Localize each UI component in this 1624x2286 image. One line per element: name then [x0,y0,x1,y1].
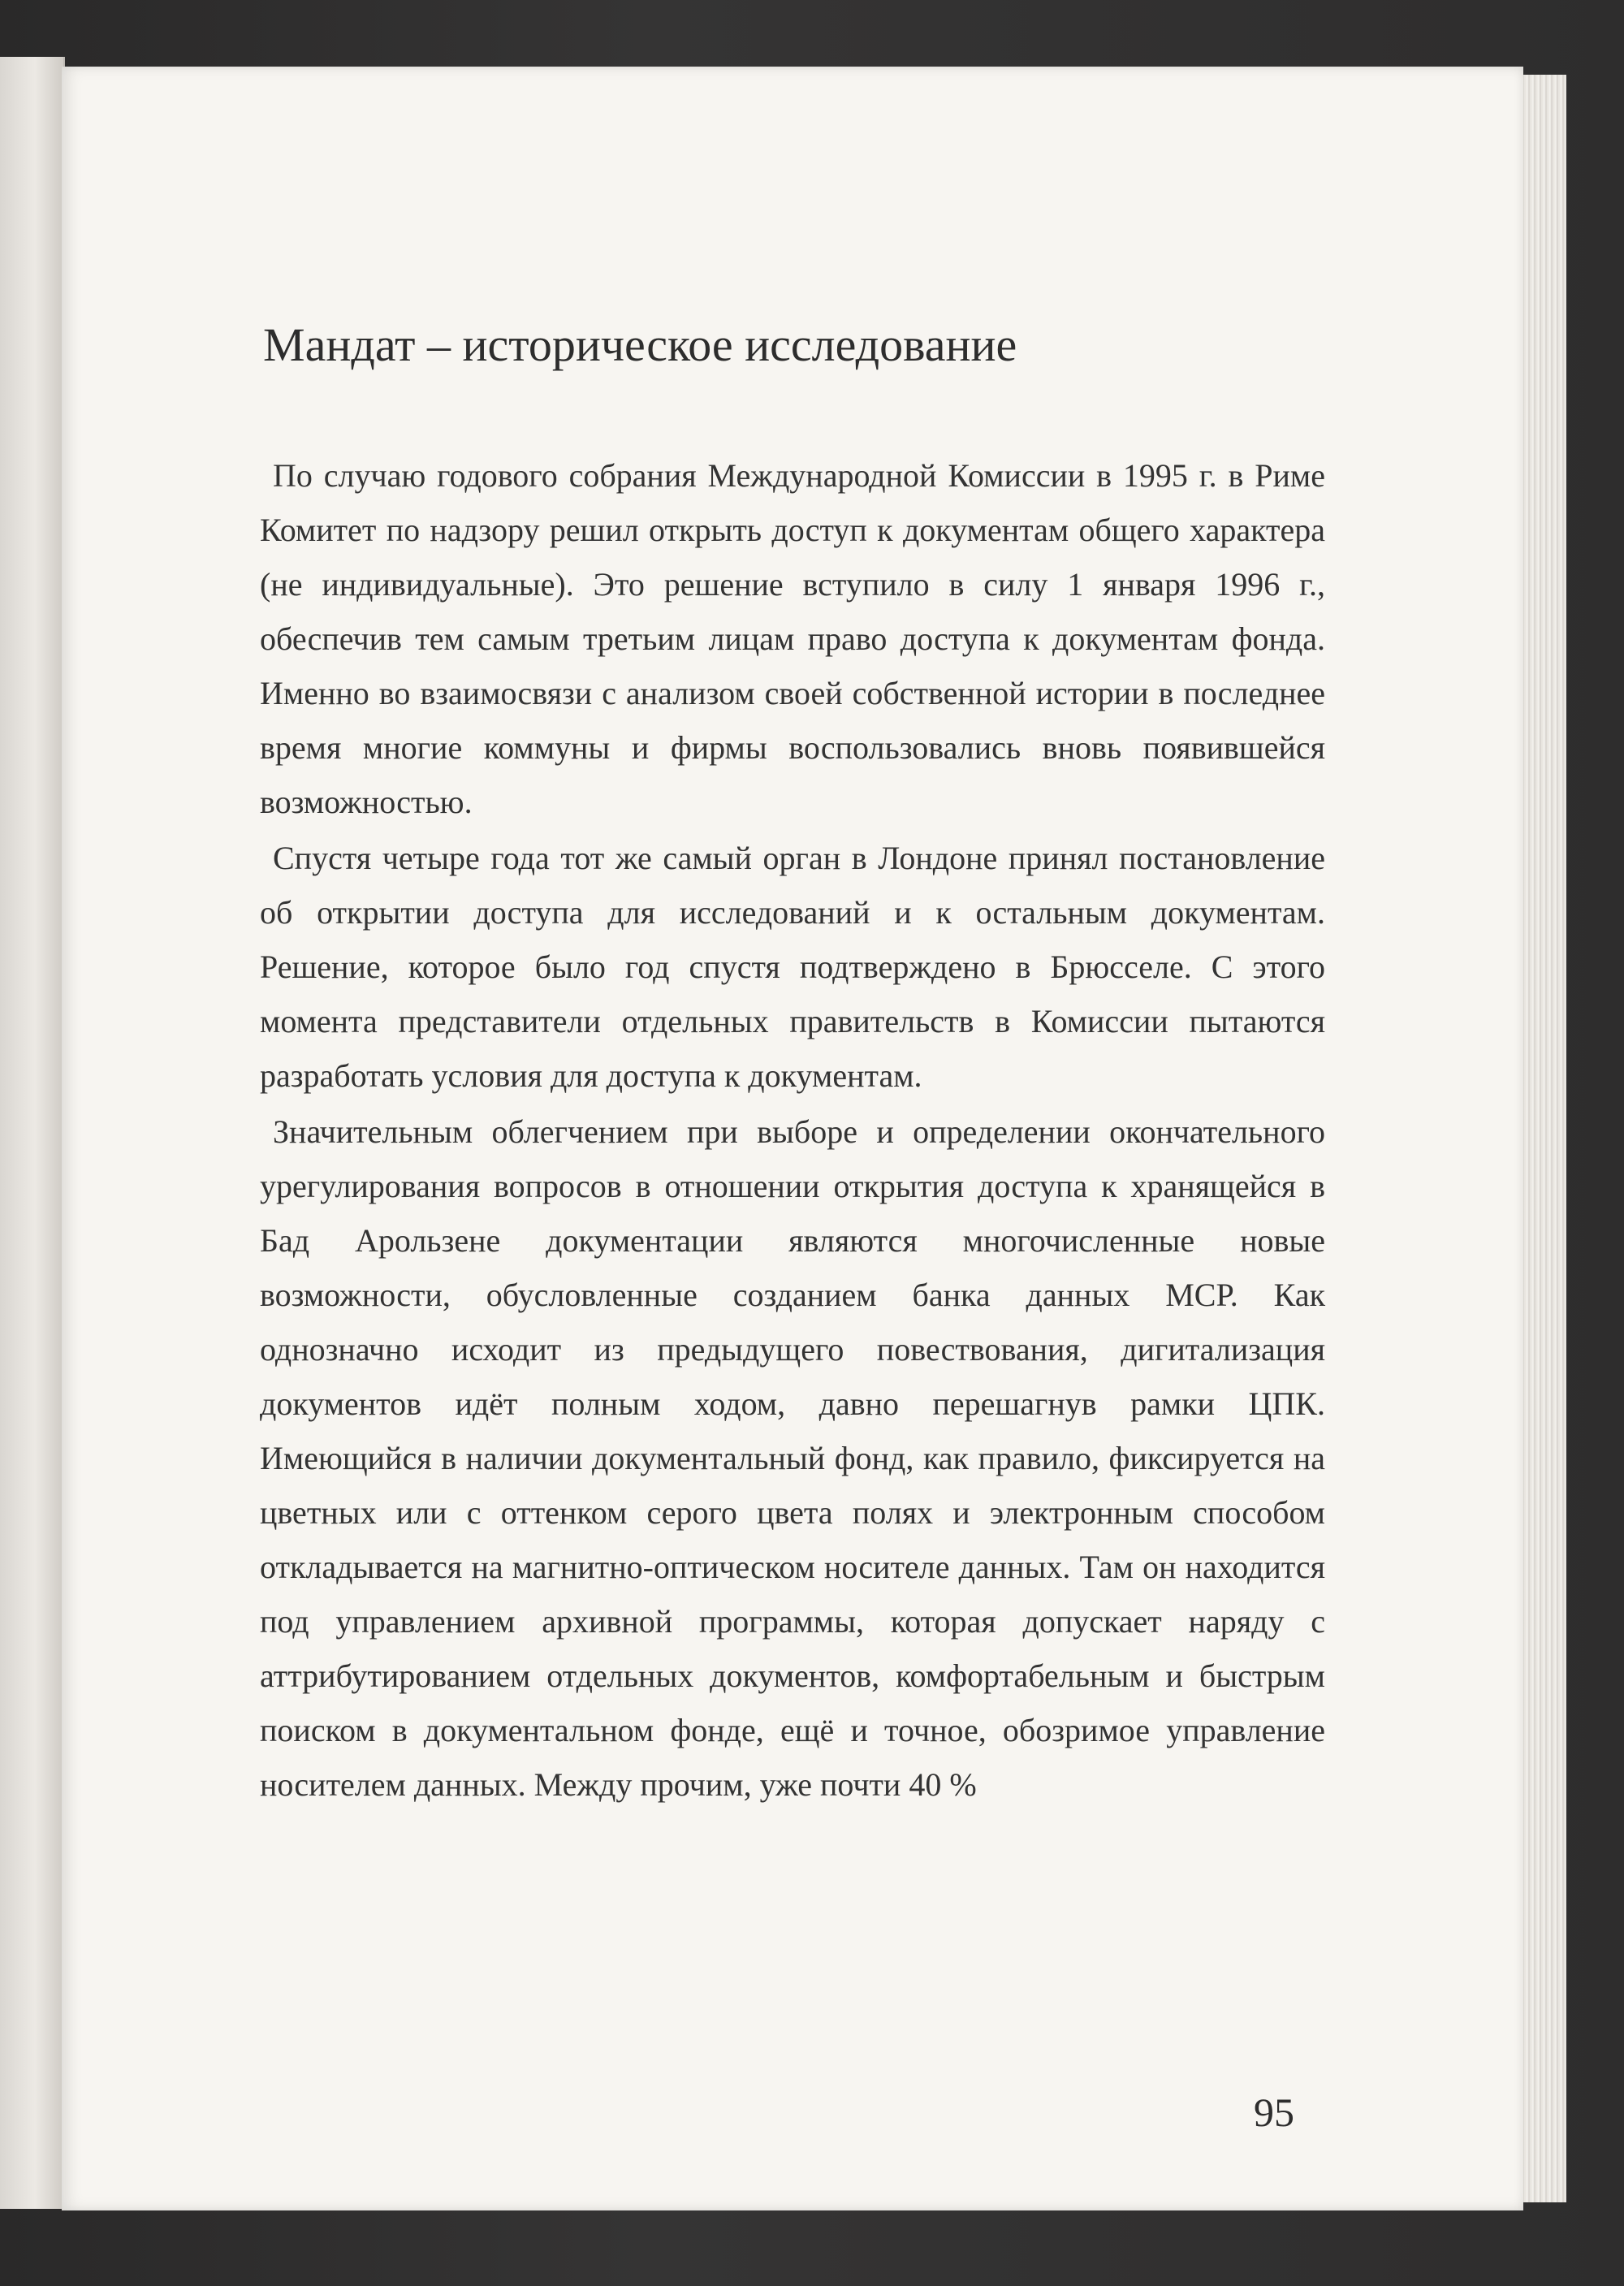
paragraph-2: Спустя четыре года тот же самый орган в Лондоне принял постановление об открытии доступа для исследований и к остальным документам. Решение, которое было год спустя подтверждено в Брюсселе. С этого момента представители отдельных правительств в Комиссии пытаются разработать условия для доступа к документам. [260,840,1325,1094]
paragraph-1: По случаю годового собрания Международной Комиссии в 1995 г. в Риме Комитет по надзору решил открыть доступ к документам общего характера (не индивидуальные). Это решение вступило в силу 1 января 1996 г., обеспечив тем самым третьим лицам право доступа к документам фонда. Именно во взаимосвязи с анализом своей собственной истории в последнее время многие коммуны и фирмы воспользовались вновь появившейся возможностью. [260,457,1325,820]
page-number: 95 [1254,2089,1294,2135]
book-page [62,67,1523,2210]
page-stack-edge [1518,75,1566,2202]
paragraph-3: Значительным облегчением при выборе и определении окончательного урегулирования вопросов в отношении открытия доступа к хранящейся в Бад Арользене документации являются многочисленные новые возможности, обусловленные созданием банка данных МСР. Как однозначно исходит из предыдущего повествования, дигитализация документов идёт полным ходом, давно перешагнув рамки ЦПК. Имеющийся в наличии документальный фонд, как правило, фиксируется на цветных или с оттенком серого цвета полях и электронным способом откладывается на магнитно-оптическом носителе данных. Там он находится под управлением архивной программы, которая допускает наряду с аттрибутированием отдельных документов, комфортабельным и быстрым поиском в документальном фонде, ещё и точное, обозримое управление носителем данных. Между прочим, уже почти 40 % [260,1113,1325,1803]
body-text [260,448,1325,1813]
page-heading: Мандат – историческое исследование [263,318,1017,371]
left-page-edge [0,57,65,2209]
